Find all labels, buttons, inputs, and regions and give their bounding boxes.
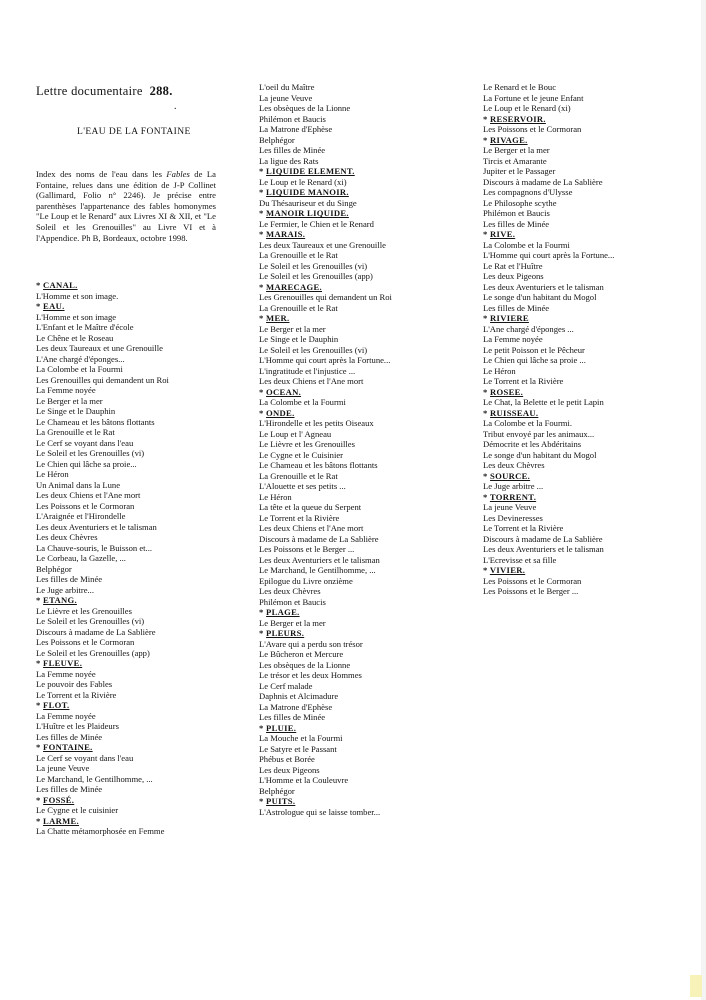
fable-entry: L'Huître et les Plaideurs (36, 721, 119, 731)
fable-entry: La Grenouille et le Rat (36, 427, 115, 437)
asterisk-marker: * (36, 301, 44, 311)
asterisk-marker: * (259, 166, 267, 176)
index-heading (259, 187, 471, 198)
fable-entry: Phébus et Borée (259, 754, 315, 764)
fable-entry: Les deux Aventuriers et le talisman (259, 554, 380, 565)
index-heading (259, 387, 471, 398)
index-heading (259, 313, 471, 324)
asterisk-marker: * (259, 607, 267, 617)
fable-entry: Démocrite et les Abdéritains (483, 439, 582, 449)
index-heading (36, 795, 236, 806)
asterisk-marker: * (36, 595, 44, 605)
heading-word: CANAL. (43, 280, 78, 290)
fable-entry: Le Loup et le Renard (xi) (259, 176, 347, 187)
fable-entry: Le Satyre et le Passant (259, 743, 337, 754)
intro-italic: Fables (166, 169, 190, 179)
asterisk-marker: * (483, 229, 491, 239)
fable-entry: Le Singe et le Dauphin (36, 406, 116, 416)
index-column-1 (36, 280, 236, 837)
asterisk-marker: * (483, 386, 491, 397)
fable-entry: Discours à madame de La Sablière (483, 176, 603, 187)
heading-word: ROSEE. (490, 386, 524, 397)
fable-entry: Le Berger et la mer (259, 323, 326, 334)
index-heading (259, 208, 471, 219)
fable-entry: Le Juge arbitre ... (483, 481, 544, 491)
asterisk-marker: * (36, 742, 44, 752)
fable-entry: Les filles de Minée (483, 302, 550, 313)
fable-entry: La Matrone d'Ephèse (259, 701, 333, 712)
asterisk-marker: * (483, 491, 490, 502)
fable-entry: Belphégor (36, 563, 72, 574)
fable-entry: Le Soleil et les Grenouilles (app) (259, 271, 373, 281)
asterisk-marker: * (36, 700, 44, 710)
asterisk-marker: * (259, 229, 267, 239)
index-heading (36, 301, 236, 312)
fable-entry: Le Torrent et la Rivière (36, 689, 117, 700)
fable-entry: Le Héron (259, 491, 292, 502)
asterisk-marker: * (259, 281, 267, 292)
asterisk-marker: * (483, 470, 491, 481)
index-heading (483, 492, 698, 503)
index-heading (36, 816, 236, 827)
fable-entry: Les Devineresses (483, 512, 543, 523)
fable-entry: Le Chameau et les bâtons flottants (36, 416, 155, 427)
intro-text-start: Index des noms de l'eau dans les (36, 169, 167, 179)
heading-word: RIVE. (490, 229, 516, 239)
fable-entry: Les deux Taureaux et une Grenouille (259, 239, 386, 250)
heading-word: FOSSÉ. (43, 794, 75, 805)
fable-entry: Le Cygne et le Cuisinier (259, 449, 344, 460)
fable-entry: La Colombe et la Fourmi (36, 364, 123, 374)
fable-entry: Les deux Taureaux et une Grenouille (36, 343, 163, 353)
fable-entry: L'ingratitude et l'injustice ... (259, 365, 356, 376)
fable-entry: Le Chien qui lâche sa proie... (36, 458, 137, 469)
index-column-2 (259, 82, 471, 817)
heading-word: FLEUVE. (43, 658, 83, 668)
heading-word: SOURCE. (490, 470, 531, 481)
fable-entry: Le trésor et les deux Hommes (259, 670, 362, 680)
fable-entry: Les filles de Minée (36, 784, 103, 794)
index-heading (483, 471, 698, 482)
fable-entry: Le Marchand, le Gentilhomme, ... (259, 565, 376, 575)
index-heading (483, 114, 698, 125)
fable-entry: Le Cerf se voyant dans l'eau (36, 437, 134, 448)
index-heading (259, 628, 471, 639)
asterisk-marker: * (259, 313, 267, 323)
fable-entry: L'oeil du Maître (259, 82, 315, 92)
index-heading (483, 313, 698, 324)
fable-entry: L'Homme et son image. (36, 290, 119, 301)
fable-entry: Le Philosophe scythe (483, 197, 557, 208)
fable-entry: Le Torrent et la Rivière (483, 376, 564, 386)
header-label: Lettre documentaire (36, 84, 143, 98)
fable-entry: Epilogue du Livre onzième (259, 575, 353, 586)
fable-entry: Les deux Chèvres (483, 460, 545, 470)
fable-entry: Les Poissons et le Berger ... (259, 544, 355, 554)
heading-word: LIQUIDE ELEMENT. (266, 166, 355, 176)
fable-entry: Le Héron (36, 469, 69, 479)
index-column-3 (483, 82, 698, 597)
index-heading (259, 408, 471, 419)
heading-word: TORRENT. (489, 491, 537, 502)
fable-entry: La Chauve-souris, le Buisson et... (36, 542, 152, 553)
fable-entry: Discours à madame de La Sablière (259, 533, 379, 544)
asterisk-marker: * (36, 280, 44, 290)
fable-entry: Du Thésauriseur et du Singe (259, 197, 357, 208)
fable-entry: Tircis et Amarante (483, 155, 547, 166)
asterisk-marker: * (36, 815, 44, 826)
fable-entry: La Matrone d'Ephèse (259, 124, 333, 134)
fable-entry: La Femme noyée (36, 710, 96, 721)
fable-entry: Discours à madame de La Sablière (36, 626, 156, 637)
index-heading (259, 166, 471, 177)
index-heading (259, 229, 471, 240)
fable-entry: Philémon et Baucis (259, 596, 326, 607)
heading-word: FONTAINE. (43, 742, 93, 752)
fable-entry: Les filles de Minée (259, 712, 326, 722)
index-heading (259, 723, 471, 734)
fable-entry: Le Soleil et les Grenouilles (app) (36, 647, 150, 658)
fable-entry: Les filles de Minée (259, 145, 326, 155)
fable-entry: Le Lièvre et les Grenouilles (36, 605, 132, 616)
fable-entry: Le Soleil et les Grenouilles (vi) (36, 616, 145, 626)
heading-word: PUITS. (266, 796, 296, 806)
fable-entry: La Grenouille et le Rat (259, 302, 338, 313)
index-heading (483, 565, 698, 576)
fable-entry: Le Soleil et les Grenouilles (vi) (36, 448, 145, 458)
asterisk-marker: * (483, 113, 491, 124)
heading-word: MER. (266, 313, 290, 323)
fable-entry: La Colombe et la Fourmi. (483, 418, 573, 428)
fable-entry: Le Rat et l'Huître (483, 260, 543, 271)
fable-entry: La Femme noyée (36, 385, 96, 395)
fable-entry: La jeune Veuve (483, 502, 537, 512)
fable-entry: Les Poissons et le Cormoran (483, 124, 582, 134)
heading-word: FLOT. (43, 700, 70, 710)
fable-entry: Le Berger et la mer (259, 617, 326, 628)
fable-entry: Le Chat, la Belette et le petit Lapin (483, 397, 604, 407)
fable-entry: La Mouche et la Fourmi (259, 733, 343, 743)
index-heading (36, 658, 236, 669)
fable-entry: Philémon et Baucis (259, 113, 326, 124)
fable-entry: La Colombe et la Fourmi (259, 397, 346, 407)
heading-word: RUISSEAU. (490, 407, 539, 418)
heading-word: PLUIE. (266, 722, 297, 733)
fable-entry: Le Torrent et la Rivière (483, 523, 564, 533)
fable-entry: Le Loup et l' Agneau (259, 428, 332, 439)
asterisk-marker: * (259, 796, 267, 806)
fable-entry: Le Bûcheron et Mercure (259, 649, 344, 659)
fable-entry: Le pouvoir des Fables (36, 679, 113, 689)
fable-entry: La ligue des Rats (259, 155, 319, 166)
fable-entry: La Colombe et la Fourmi (483, 239, 570, 250)
fable-entry: Le Marchand, le Gentilhomme, ... (36, 773, 153, 784)
fable-entry: Les filles de Minée (36, 574, 103, 584)
asterisk-marker: * (483, 313, 491, 323)
fable-entry: Le Corbeau, la Gazelle, ... (36, 553, 126, 563)
fable-entry: Le Torrent et la Rivière (259, 512, 340, 523)
index-heading (483, 135, 698, 146)
fable-entry: La Grenouille et le Rat (259, 250, 338, 260)
fable-entry: Le petit Poisson et le Pêcheur (483, 344, 585, 355)
fable-entry: La Femme noyée (483, 334, 543, 344)
index-heading (36, 742, 236, 753)
index-heading (36, 700, 236, 711)
fable-entry: La Fortune et le jeune Enfant (483, 92, 584, 103)
document-title: L'EAU DE LA FONTAINE (77, 127, 191, 137)
fable-entry: Les Poissons et le Cormoran (483, 575, 582, 586)
fable-entry: Les deux Aventuriers et le talisman (36, 521, 157, 532)
fable-entry: Le Renard et le Bouc (483, 82, 557, 92)
fable-entry: Le Berger et la mer (483, 145, 550, 155)
heading-word: RESERVOIR. (490, 113, 546, 124)
fable-entry: L'Ane chargé d'éponges... (36, 353, 125, 364)
fable-entry: Les compagnons d'Ulysse (483, 187, 573, 197)
index-heading (36, 280, 236, 291)
intro-text-end: de La Fontaine, relues dans une édition de J-P Collinet (Gallimard, Folio n° 2246). Je précise entre parenthèses l'appartenance des fables homonymes "Le Loup et le Renard" aux Livres XI & XII, et "Le Soleil et les Grenouilles" au Livre VI et à l'Appendice. Ph B, Bordeaux, octobre 1998. (36, 169, 216, 243)
intro-paragraph (36, 169, 216, 243)
fable-entry: Un Animal dans la Lune (36, 479, 121, 490)
heading-word: RIVIERE (490, 313, 529, 323)
fable-entry: Le Cerf malade (259, 680, 313, 691)
fable-entry: La Femme noyée (36, 668, 96, 679)
fable-entry: La jeune Veuve (36, 763, 90, 773)
fable-entry: L'Homme et son image (36, 311, 117, 322)
fable-entry: Les obsèques de la Lionne (259, 659, 351, 670)
fable-entry: Les Grenouilles qui demandent un Roi (259, 292, 392, 302)
heading-word: EAU. (43, 301, 65, 311)
asterisk-marker: * (259, 208, 267, 218)
fable-entry: Le Chameau et les bâtons flottants (259, 460, 378, 470)
heading-word: MARECAGE. (266, 281, 322, 292)
heading-word: LIQUIDE MANOIR. (266, 187, 349, 197)
fable-entry: Le Chien qui lâche sa proie ... (483, 355, 586, 365)
fable-entry: L'Astrologue qui se laisse tomber... (259, 806, 381, 817)
fable-entry: L'Homme qui court après la Fortune... (483, 250, 615, 260)
fable-entry: Le songe d'un habitant du Mogol (483, 292, 597, 302)
fable-entry: Les deux Aventuriers et le talisman (483, 544, 604, 554)
fable-entry: Les filles de Minée (483, 218, 550, 229)
fable-entry: La tête et la queue du Serpent (259, 502, 362, 512)
index-heading (259, 282, 471, 293)
fable-entry: Le songe d'un habitant du Mogol (483, 449, 597, 460)
yellow-corner-mark (690, 975, 702, 997)
heading-word: ONDE. (266, 407, 295, 418)
fable-entry: Le Lièvre et les Grenouilles (259, 439, 355, 449)
fable-entry: La Chatte métamorphosée en Femme (36, 826, 165, 836)
fable-entry: Philémon et Baucis (483, 208, 550, 218)
fable-entry: L'Alouette et ses petits ... (259, 481, 346, 491)
fable-entry: Le Berger et la mer (36, 395, 103, 406)
fable-entry: Les deux Pigeons (483, 271, 544, 281)
heading-word: VIVIER. (489, 565, 526, 575)
fable-entry: Les Poissons et le Berger ... (483, 586, 579, 596)
fable-entry: Le Loup et le Renard (xi) (483, 103, 571, 113)
asterisk-marker: * (483, 134, 491, 145)
index-heading (36, 595, 236, 606)
fable-entry: Discours à madame de La Sablière (483, 533, 603, 544)
fable-entry: Belphégor (259, 785, 295, 796)
fable-entry: Les deux Chèvres (36, 532, 98, 542)
fable-entry: L'Homme qui court après la Fortune... (259, 355, 391, 365)
fable-entry: Daphnis et Alcimadure (259, 691, 339, 701)
fable-entry: La jeune Veuve (259, 92, 313, 103)
fable-entry: Le Singe et le Dauphin (259, 334, 339, 344)
fable-entry: La Grenouille et le Rat (259, 470, 338, 481)
fable-entry: Le Cygne et le cuisinier (36, 805, 119, 815)
heading-word: RIVAGE. (490, 134, 528, 145)
fable-entry: Les obsèques de la Lionne (259, 103, 351, 113)
fable-entry: Jupiter et le Passager (483, 166, 556, 176)
heading-word: OCEAN. (266, 386, 302, 397)
asterisk-marker: * (259, 187, 267, 197)
fable-entry: Le Juge arbitre... (36, 584, 94, 595)
fable-entry: Tribut envoyé par les animaux... (483, 428, 595, 439)
fable-entry: Le Soleil et les Grenouilles (vi) (259, 260, 368, 271)
header-mark: . (174, 101, 177, 112)
fable-entry: Les deux Pigeons (259, 764, 320, 775)
fable-entry: Les deux Chiens et l'Ane mort (259, 523, 364, 533)
asterisk-marker: * (259, 628, 267, 638)
fable-entry: Le Chêne et le Roseau (36, 332, 114, 343)
asterisk-marker: * (259, 722, 267, 733)
fable-entry: L'Enfant et le Maître d'école (36, 322, 134, 332)
issue-number: 288. (149, 84, 173, 98)
fable-entry: Belphégor (259, 134, 295, 145)
fable-entry: Les deux Chiens et l'Ane mort (36, 490, 141, 500)
fable-entry: Les Poissons et le Cormoran (36, 637, 135, 647)
fable-entry: Le Fermier, le Chien et le Renard (259, 218, 374, 229)
index-heading (483, 229, 698, 240)
fable-entry: Les deux Chiens et l'Ane mort (259, 376, 364, 386)
fable-entry: L'Avare qui a perdu son trésor (259, 638, 363, 649)
asterisk-marker: * (36, 794, 44, 805)
index-heading (259, 607, 471, 618)
fable-entry: Le Héron (483, 365, 516, 376)
heading-word: PLEURS. (266, 628, 305, 638)
index-heading (259, 796, 471, 807)
heading-word: MANOIR LIQUIDE. (266, 208, 349, 218)
fable-entry: L'Ane chargé d'éponges ... (483, 323, 574, 334)
fable-entry: Les deux Aventuriers et le talisman (483, 281, 604, 292)
fable-entry: L'Hirondelle et les petits Oiseaux (259, 418, 374, 428)
asterisk-marker: * (36, 658, 44, 668)
fable-entry: L'Homme et la Couleuvre (259, 775, 349, 785)
asterisk-marker: * (259, 386, 267, 397)
heading-word: LARME. (43, 815, 79, 826)
index-heading (483, 387, 698, 398)
fable-entry: Les Poissons et le Cormoran (36, 500, 135, 511)
fable-entry: L'Araignée et l'Hirondelle (36, 511, 126, 521)
asterisk-marker: * (483, 565, 490, 575)
asterisk-marker: * (483, 407, 491, 418)
fable-entry: Les deux Chèvres (259, 586, 321, 596)
heading-word: PLAGE. (266, 607, 300, 617)
heading-word: ETANG. (43, 595, 77, 605)
index-heading (483, 408, 698, 419)
scan-page-edge (701, 0, 706, 1000)
fable-entry: Les filles de Minée (36, 731, 103, 742)
fable-entry: Le Cerf se voyant dans l'eau (36, 752, 134, 763)
asterisk-marker: * (259, 407, 267, 418)
page-header (36, 84, 173, 99)
heading-word: MARAIS. (266, 229, 306, 239)
fable-entry: Les Grenouilles qui demandent un Roi (36, 374, 169, 385)
fable-entry: Le Soleil et les Grenouilles (vi) (259, 344, 368, 355)
fable-entry: L'Ecrevisse et sa fille (483, 554, 557, 565)
